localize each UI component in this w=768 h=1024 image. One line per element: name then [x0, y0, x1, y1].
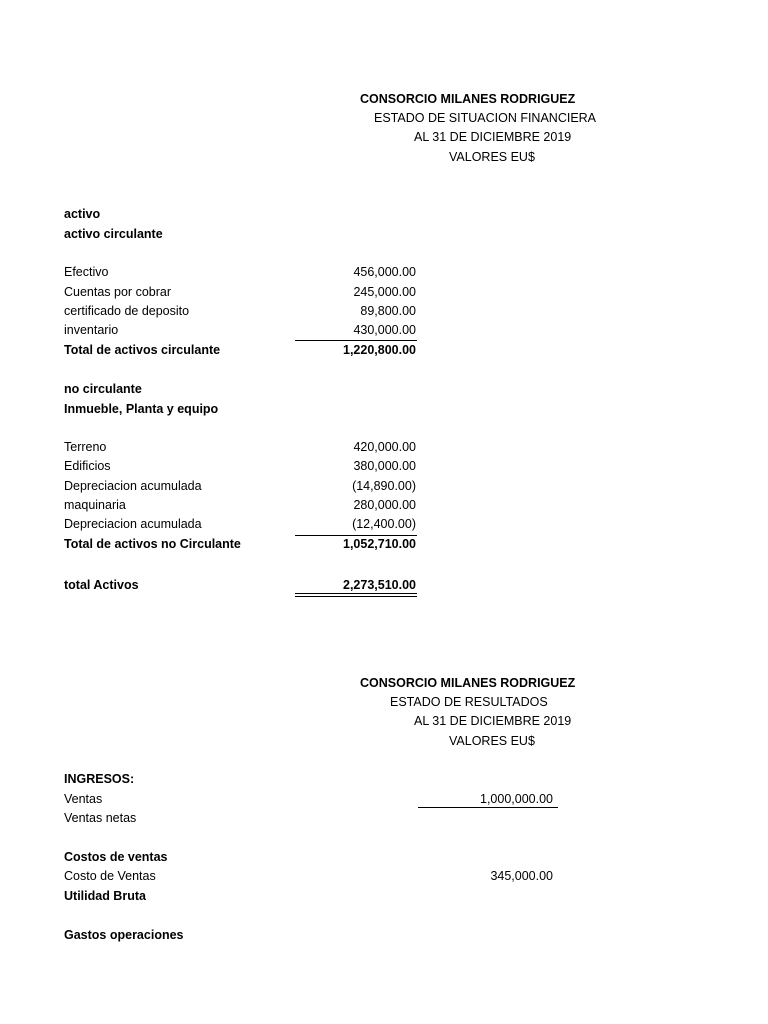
- row-value: 430,000.00: [353, 323, 416, 337]
- row-label: Efectivo: [64, 265, 109, 279]
- income-date: AL 31 DE DICIEMBRE 2019: [414, 714, 572, 728]
- row-label: certificado de deposito: [64, 304, 190, 318]
- row-value: 89,800.00: [360, 304, 416, 318]
- row-value: 380,000.00: [353, 459, 416, 473]
- total-circulante-value: 1,220,800.00: [343, 343, 416, 357]
- row-value: 420,000.00: [353, 440, 416, 454]
- balance-company-title: CONSORCIO MILANES RODRIGUEZ: [360, 92, 576, 106]
- section-activo: activo: [64, 207, 101, 221]
- income-statement-title: ESTADO DE RESULTADOS: [390, 695, 548, 709]
- ventas-label: Ventas: [64, 792, 103, 806]
- row-label: Depreciacion acumulada: [64, 479, 202, 493]
- balance-date: AL 31 DE DICIEMBRE 2019: [414, 130, 572, 144]
- total-no-circulante-label: Total de activos no Circulante: [64, 537, 241, 551]
- section-ppe: Inmueble, Planta y equipo: [64, 402, 219, 416]
- row-value: 456,000.00: [353, 265, 416, 279]
- row-value: 280,000.00: [353, 498, 416, 512]
- subtotal-rule: [295, 340, 417, 341]
- row-label: Terreno: [64, 440, 107, 454]
- row-value: 245,000.00: [353, 285, 416, 299]
- row-label: Depreciacion acumulada: [64, 517, 202, 531]
- income-currency: VALORES EU$: [449, 734, 535, 748]
- costo-de-ventas-label: Costo de Ventas: [64, 869, 156, 883]
- row-value: (12,400.00): [352, 517, 416, 531]
- total-activos-label: total Activos: [64, 578, 139, 592]
- gastos-operaciones-heading: Gastos operaciones: [64, 928, 184, 942]
- row-label: Cuentas por cobrar: [64, 285, 172, 299]
- income-company-title: CONSORCIO MILANES RODRIGUEZ: [360, 676, 576, 690]
- total-circulante-label: Total de activos circulante: [64, 343, 221, 357]
- row-label: Edificios: [64, 459, 111, 473]
- ventas-value: 1,000,000.00: [480, 792, 553, 806]
- row-label: inventario: [64, 323, 119, 337]
- total-no-circulante-value: 1,052,710.00: [343, 537, 416, 551]
- balance-currency: VALORES EU$: [449, 150, 535, 164]
- section-no-circulante: no circulante: [64, 382, 142, 396]
- costo-de-ventas-value: 345,000.00: [490, 869, 553, 883]
- ventas-rule: [418, 807, 558, 808]
- utilidad-bruta-label: Utilidad Bruta: [64, 889, 146, 903]
- section-activo-circulante: activo circulante: [64, 227, 163, 241]
- total-activos-value: 2,273,510.00: [343, 578, 416, 592]
- grand-total-double-rule: [295, 593, 417, 597]
- row-value: (14,890.00): [352, 479, 416, 493]
- costos-ventas-heading: Costos de ventas: [64, 850, 168, 864]
- row-label: maquinaria: [64, 498, 126, 512]
- ingresos-heading: INGRESOS:: [64, 772, 135, 786]
- ventas-netas-label: Ventas netas: [64, 811, 137, 825]
- balance-statement-title: ESTADO DE SITUACION FINANCIERA: [374, 111, 597, 125]
